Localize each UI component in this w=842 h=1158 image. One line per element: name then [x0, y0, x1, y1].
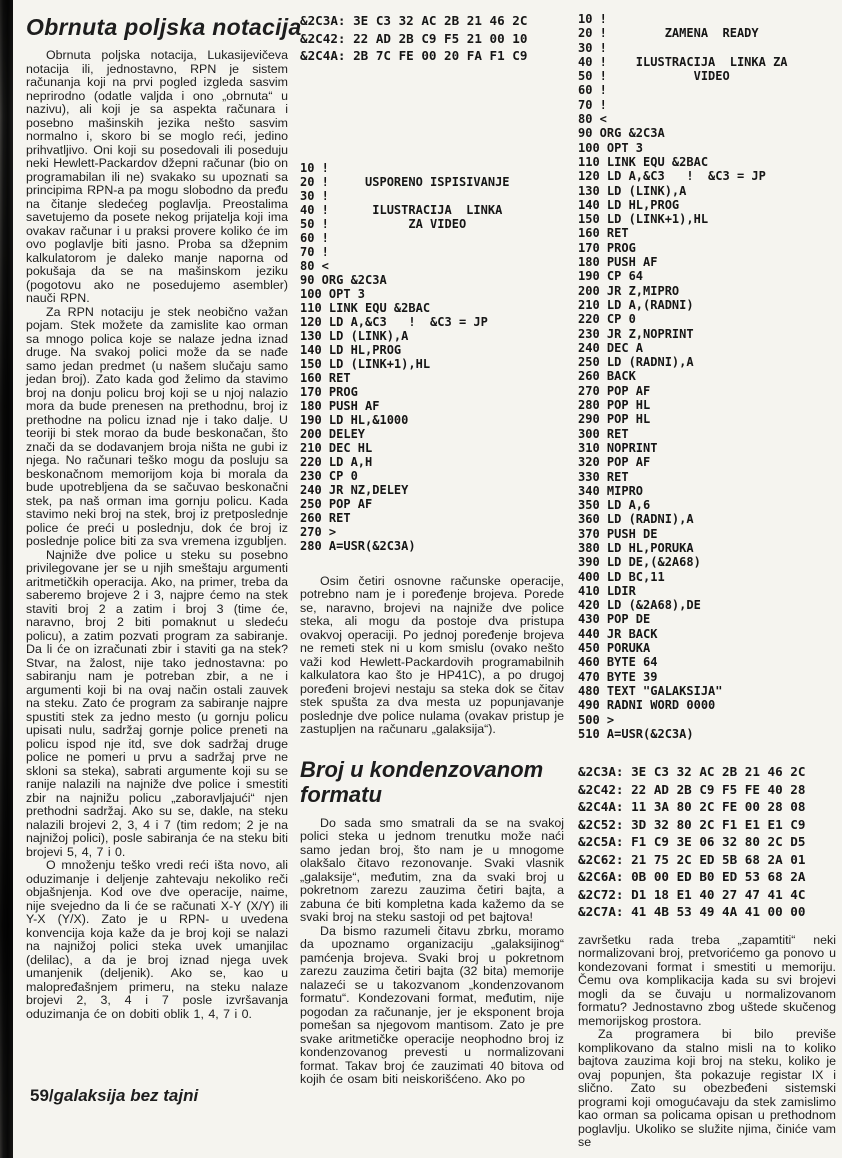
article-title: Obrnuta poljska notacija [26, 14, 302, 40]
code-line: 320 POP AF [578, 455, 651, 470]
code-line: 30 ! [300, 188, 329, 203]
article-paragraph: Osim četiri osnovne računske operacije, potrebno nam je i poređenje brojeva. Porede se, naravno, brojevi na najniže dve police steka, ali mogu da postoje dva pristupa ovakvoj operaciji. Po jednoj poređenje brojeva ne remeti stek ni u kom smislu (ovako nešto važi kod Hewlett-Packardovih programabilnih kalkulatora kao što je HP41C), a po drugoj poređeni brojevi nestaju sa steka dok se čitav stek spušta za dva mesta uz popunjavanje poslednje dve police nulama (ovakav pristup je zastupljen na računaru „galaksija“). [300, 573, 564, 736]
code-line: 220 LD A,H [300, 454, 373, 469]
magazine-title: galaksija bez tajni [53, 1086, 199, 1105]
hex-dump-line: &2C62: 21 75 2C ED 5B 68 2A 01 [578, 851, 806, 867]
code-line: 10 ! [578, 12, 607, 26]
code-line: 360 LD (RADNI),A [578, 512, 694, 527]
article-paragraph: O množenju teško vredi reći išta novo, ali oduzimanje i deljenje zahtevaju nekoliko reči objašnjenja. Kod ove dve operacije, naime, nije svejedno da li će se računati X-Y (X/Y) ili Y-X (Y/X). Zato je u RPN- u uvedena konvencija koja kaže da je broj koji se nalazi na najnižoj polici steka uvek umanjilac (delilac), a da je broj iznad njega uvek umanjenik (deljenik). Ako se, kao u malopređašnjem primeru, na steku nalaze brojevi 2, 3, 4 i 7 posle izvršavanja oduzimanja će on dobiti oblik 1, 4, 7 i 0. [26, 858, 288, 1021]
code-line: 40 ! ILUSTRACIJA LINKA ZA [578, 54, 788, 69]
code-line: 260 RET [300, 510, 351, 525]
column-spacer [578, 921, 836, 934]
code-line: 60 ! [578, 83, 607, 98]
code-line: 200 JR Z,MIPRO [578, 283, 680, 298]
article-paragraph: Najniže dve police u steku su posebno privilegovane jer se u njih smeštaju argumenti aritmetičkih operacija. Ako, na primer, treba da saberemo brojeve 2 i 3, najpre ćemo na stek staviti broj 2 a zatim i broj 3 (time će, naravno, broj 2 biti pomaknut u sledeću policu), a zatim pozvati program za sabiranje. Da li će on izračunati zbir i staviti ga na stek? Stvar, na žalost, nije tako jednostavna: po sabiranju nam je potreban zbir, a ne i argumenti koji bi na ovaj način ostali zauvek na steku. Zato će program za sabiranje najpre spustiti stek za jedno mesto (u gornju policu upisati nulu, sadržaj gornje police preneti na policu ispod nje itd, sve dok sadržaj druge police ne pomeri u prvu a sadržaj prve ne skloni sa steka), sabrati argumente koji su se ranije nalazili na najniže dve police i smestiti zbir na najnižu policu „zaboravljajući“ njen prethodni sadržaj. Ako su se, dakle, na steku nalazili brojevi 2, 3, 4 i 7 (tim redom; 2 je na najnižoj polici), posle sabiranja će na steku biti brojevi 5, 4, 7 i 0. [26, 547, 288, 859]
code-line: 250 LD (RADNI),A [578, 355, 694, 370]
code-line: 470 BYTE 39 [578, 669, 658, 684]
code-line: 280 POP HL [578, 398, 651, 413]
code-line: 180 PUSH AF [300, 398, 380, 413]
code-line: 220 CP 0 [578, 312, 636, 327]
code-line: 490 RADNI WORD 0000 [578, 698, 716, 713]
code-line: 60 ! [300, 230, 329, 245]
code-line: 130 LD (LINK),A [578, 183, 687, 198]
code-line: 440 JR BACK [578, 626, 658, 641]
code-line: 480 TEXT "GALAKSIJA" [578, 683, 723, 698]
code-line: 40 ! ILUSTRACIJA LINKA [300, 202, 503, 217]
page-number: 59/ [30, 1086, 54, 1105]
code-line: 50 ! ZA VIDEO [300, 216, 467, 231]
left-column [26, 14, 302, 1021]
code-line: 170 PROG [578, 240, 636, 255]
page-footer [30, 1086, 198, 1106]
code-line: 400 LD BC,11 [578, 569, 665, 584]
code-line: 10 ! [300, 160, 329, 175]
code-line: 140 LD HL,PROG [300, 342, 402, 357]
code-line: 270 POP AF [578, 383, 651, 398]
article-paragraph: Obrnuta poljska notacija, Lukasijevičeva notacija ili, jednostavno, RPN je sistem računanja koji na prvi pogled izgleda sasvim neprirodno (odatle valjda i ono „obrnuta“ u nazivu), ali koji je sa aspekta računara i posebno mašinskih jezika nešto sasvim normalno i, skoro bi se moglo reći, jedino prihvatljivo. Oni koji su posedovali ili poseduju neki Hewlett-Packardov džepni računar (bio on programabilan ili ne) svakako su upoznati sa principima RPN-a pa mogu slobodno da pređu na čitanje sledećeg poglavlja. Preostalima savetujemo da posete nekog prijatelja koji ima ovakav računar i u praksi provere koliko će im ovo poglavlje biti jasno. Proba sa džepnim kalkulatorom je daleko manje naporna od pokušaja da se na mašinskom jeziku (pogotovu ako ne posedujemo asembler) nauči RPN. [26, 48, 288, 305]
code-line: 200 DELEY [300, 426, 366, 441]
code-line: 20 ! ZAMENA READY [578, 26, 759, 41]
code-line: 510 A=USR(&2C3A) [578, 726, 694, 741]
right-column [578, 12, 836, 1150]
article-paragraph: završetku rada treba „zapamtiti“ neki normalizovani broj, pretvorićemo ga ponovo u kondezovani format i smestiti u memoriju. Čemu ova komplikacija kada su svi brojevi mogli da se čuvaju u normalizovanom formatu? Jednostavno zbog uštede skučenog memorijskog prostora. [578, 932, 836, 1028]
code-line: 70 ! [300, 244, 329, 259]
code-line: 170 PROG [300, 384, 358, 399]
article-paragraph: Za RPN notaciju je stek neobično važan pojam. Stek možete da zamislite kao orman sa mnogo polica koje se nalaze jedna iznad druge. Na svakoj polici može da se nađe samo jedan predmet (u našem slučaju samo jedan broj). Zato kada god želimo da stavimo broj na donju policu broj koji se u njoj nalazio mora da bude prenesen na prethodnu, broj iz prethodne na policu iznad nje i tako dalje. U teoriji bi stek morao da bude beskonačan, što znači da se dodavanjem broja ništa ne gubi iz njega. No računari teško mogu da posluju sa beskonačnom memorijom koja bi morala da bude upotrebljena da se sačuvao beskonačni stek, pa naš orman ima gornju policu. Kada stavimo neki broj na stek, broj iz pretposlednje police će preći u poslednju, dok će broj iz poslednje police biti za sva vremena izgubljen. [26, 304, 288, 548]
code-line: 260 BACK [578, 369, 636, 384]
code-line: 350 LD A,6 [578, 498, 651, 513]
code-line: 290 POP HL [578, 412, 651, 427]
column-spacer [578, 741, 836, 763]
code-line: 70 ! [578, 97, 607, 112]
code-line: 380 LD HL,PORUKA [578, 540, 694, 555]
hex-dump-line: &2C3A: 3E C3 32 AC 2B 21 46 2C [300, 13, 528, 28]
code-line: 210 LD A,(RADNI) [578, 297, 694, 312]
hex-dump-line: &2C4A: 2B 7C FE 00 20 FA F1 C9 [300, 48, 528, 63]
scan-gutter-shadow [0, 0, 13, 1158]
hex-dump-line: &2C42: 22 AD 2B C9 F5 FE 40 28 [578, 781, 806, 797]
column-spacer [300, 65, 564, 161]
code-line: 460 BYTE 64 [578, 655, 658, 670]
article-paragraph: Da bismo razumeli čitavu zbrku, moramo da upoznamo organizaciju „galaksijinog“ pamćenja brojeva. Svaki broj u pokretnom zarezu zauzima četiri bajta (32 bita) memorije nalazeći se u takozvanom „kondenzovanom formatu“. Kondezovani format, međutim, nije pogodan za računanje, jer je eksponent broja pomešan sa njegovom mantisom. Zato je pre svake aritmetičke operacije neophodno broj iz kondenzovanog prevesti u normalizovani format. Takav broj će zauzimati 40 bitova od kojih će osam biti neiskorišćeno. Ako po [300, 923, 564, 1086]
code-line: 240 JR NZ,DELEY [300, 482, 409, 497]
code-line: 90 ORG &2C3A [300, 272, 387, 287]
hex-dump-line: &2C5A: F1 C9 3E 06 32 80 2C D5 [578, 834, 806, 850]
section-heading: Broj u kondenzovanom formatu [300, 756, 544, 807]
code-line: 240 DEC A [578, 340, 644, 355]
hex-dump-line: &2C4A: 11 3A 80 2C FE 00 28 08 [578, 799, 806, 815]
hex-dump-listing [578, 763, 836, 921]
article-paragraph: Za programera bi bilo previše komplikovano da stalno misli na to koliko bajtova zauzima koji broj na steku, koliko je ovaj popunjen, šta pokazuje registar IX i slično. Zato su obezbeđeni sistemski programi koji omogućavaju da stek zamislimo kao orman sa policama opisan u prethodnom poglavlju. Ukoliko se služite njima, činiće vam se [578, 1027, 836, 1150]
code-line: 150 LD (LINK+1),HL [578, 212, 709, 227]
code-line: 190 CP 64 [578, 269, 644, 284]
hex-dump-line: &2C7A: 41 4B 53 49 4A 41 00 00 [578, 904, 806, 920]
article-paragraph: Do sada smo smatrali da se na svakoj polici steka u jednom trenutku može naći samo jedan broj, što nam je u mnogome olakšalo čitavo rezonovanje. Svaki vlasnik „galaksije“, međutim, zna da svaki broj u pokretnom zarezu zauzima četiri bajta, a zabuna će biti kompletna kada kažemo da se svaki broj na steku sastoji od pet bajtova! [300, 815, 564, 924]
code-line: 500 > [578, 712, 615, 727]
assembly-listing [578, 12, 836, 741]
column-spacer [300, 553, 564, 575]
code-line: 140 LD HL,PROG [578, 197, 680, 212]
code-line: 30 ! [578, 40, 607, 55]
code-line: 110 LINK EQU &2BAC [300, 300, 431, 315]
hex-dump-line: &2C52: 3D 32 80 2C F1 E1 E1 C9 [578, 816, 806, 832]
hex-dump-listing [300, 12, 564, 65]
code-line: 190 LD HL,&1000 [300, 412, 409, 427]
code-line: 90 ORG &2C3A [578, 126, 665, 141]
code-line: 80 < [578, 112, 607, 127]
hex-dump-line: &2C3A: 3E C3 32 AC 2B 21 46 2C [578, 764, 806, 780]
code-line: 410 LDIR [578, 583, 636, 598]
code-line: 20 ! USPORENO ISPISIVANJE [300, 174, 510, 189]
code-line: 230 JR Z,NOPRINT [578, 326, 694, 341]
code-line: 50 ! VIDEO [578, 69, 730, 84]
hex-dump-line: &2C6A: 0B 00 ED B0 ED 53 68 2A [578, 869, 806, 885]
code-line: 120 LD A,&C3 ! &C3 = JP [578, 169, 766, 184]
code-line: 370 PUSH DE [578, 526, 658, 541]
code-line: 420 LD (&2A68),DE [578, 598, 701, 613]
code-line: 280 A=USR(&2C3A) [300, 538, 416, 553]
code-line: 300 RET [578, 426, 629, 441]
code-line: 330 RET [578, 469, 629, 484]
code-line: 100 OPT 3 [578, 140, 644, 155]
code-line: 120 LD A,&C3 ! &C3 = JP [300, 314, 488, 329]
code-line: 210 DEC HL [300, 440, 373, 455]
code-line: 270 > [300, 524, 337, 539]
code-line: 150 LD (LINK+1),HL [300, 356, 431, 371]
code-line: 160 RET [300, 370, 351, 385]
code-line: 80 < [300, 258, 329, 273]
code-line: 110 LINK EQU &2BAC [578, 154, 709, 169]
code-line: 130 LD (LINK),A [300, 328, 409, 343]
code-line: 310 NOPRINT [578, 440, 658, 455]
code-line: 340 MIPRO [578, 483, 644, 498]
hex-dump-line: &2C72: D1 18 E1 40 27 47 41 4C [578, 886, 806, 902]
code-line: 160 RET [578, 226, 629, 241]
middle-column [300, 12, 564, 1087]
code-line: 450 PORUKA [578, 641, 651, 656]
code-line: 390 LD DE,(&2A68) [578, 555, 701, 570]
code-line: 100 OPT 3 [300, 286, 366, 301]
code-line: 250 POP AF [300, 496, 373, 511]
code-line: 230 CP 0 [300, 468, 358, 483]
code-line: 180 PUSH AF [578, 255, 658, 270]
code-line: 430 POP DE [578, 612, 651, 627]
assembly-listing [300, 161, 564, 553]
hex-dump-line: &2C42: 22 AD 2B C9 F5 21 00 10 [300, 30, 528, 46]
